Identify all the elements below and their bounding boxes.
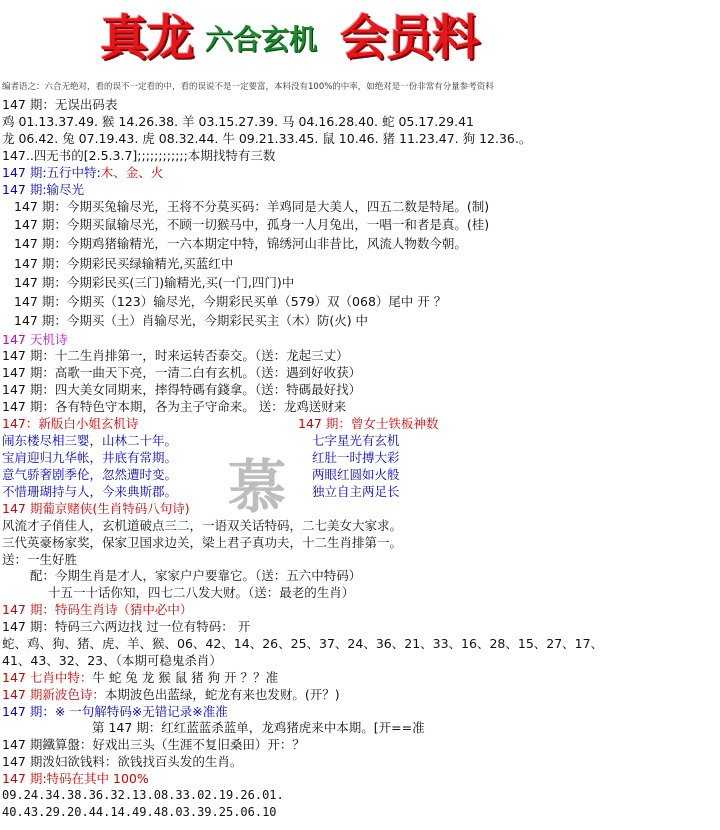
bose-label: 147 期新波色诗： [2,687,105,702]
disclaimer-text: 编者语之：六合无绝对，看的误不一定看的中，看的误说不是一定要富，本料没有100%的中率，如绝对是一份非常有分量参考资料 [2,82,494,92]
pujing-pair: 配：今期生肖是才人，家家户户要靠它。（送：五六中特码） [30,568,362,583]
header-banner [0,0,720,78]
qixiao-value: 牛 蛇 兔 龙 猴 鼠 猪 狗 开 ？？准 [92,670,279,685]
shuying-line: 147 期：今期买鼠输尽光，不顾一切猴马中，孤身一人月兔出，一唱一和者是真。(桂) [14,217,490,232]
texiao-title: 147 期：特码生肖诗（猜中必中） [2,602,193,617]
pujing-title: 147 期葡京赌侠(生肖特码八句诗) [2,501,190,516]
zeng-line: 七字星光有玄机 [312,433,400,448]
bose-line [2,686,340,703]
wuxing-label: 147 期:五行中特: [2,165,101,180]
final-numbers-1: 09.24.34.38.36.32.13.08.33.02.19.26.01. [2,788,284,802]
qixiao-line [2,669,278,686]
tianji-line: 147 期：高歌一曲天下亮，一清二白有玄机。（送：遇到好收获） [2,365,362,380]
tianji-line: 147 期：十二生肖排第一，时来运转否泰交。（送：龙起三丈） [2,348,349,363]
pujing-line: 三代英豪杨家奖，保家卫国求边关，梁上君子真功夫，十二生肖排第一。 [2,535,403,550]
texiao-numbers-2: 41、43、32、23、（本期可稳鬼杀肖） [2,653,222,668]
shuying-line: 147 期：今期鸡猪输精光，一六本期定中特，锦绣河山非昔比，风流人物数今朝。 [14,236,467,251]
table-title: 147 期：无误出码表 [2,97,118,112]
shuying-line: 147 期：今期买（土）肖输尽光，今期彩民买主（木）防(火) 中 [14,313,369,328]
zeng-title: 147 期：曾女士铁板神数 [298,416,439,431]
watermark: 慕 [228,453,287,521]
tianji-line: 147 期：各有特色守本期，各为主子守命来。 送：龙鸡送财来 [2,399,347,414]
tiesuan-line [2,736,305,753]
bailang-line: 闹东楼尽相三婴，山林二十年。 [2,433,178,448]
banner-title-part1: 真龙 [100,10,193,66]
texiao-line: 147 期：特码三六两边找 过一位有特码： 开 [2,619,251,634]
tianji-title: 147 天机诗 [2,332,68,347]
zeng-line: 独立自主两足长 [312,484,400,499]
zodiac-row-2: 龙 06.42. 兔 07.19.43. 虎 08.32.44. 牛 09.21.33.45. 鼠 10.46. 猪 11.23.47. 狗 12.36.。 [2,131,532,146]
shuying-line: 147 期：今期买兔输尽光，王将不分莫买码：羊鸡同是大美人，四五二数是特尾。(制) [14,199,490,214]
yiju-detail: 第 147 期：红红蓝蓝杀蓝单，龙鸡猪虎来中本期。[开==准 [92,720,425,735]
wuxing-value: 木、金、火 [100,165,164,180]
bailang-line: 不惜珊瑚持与人，今来典斯郡。 [2,484,178,499]
zeng-line: 两眼红圆如火般 [312,467,400,482]
banner-title-part3: 会员料 [340,10,479,66]
banner-title-part2: 六合玄机 [205,23,318,56]
shuying-line: 147 期：今期彩民买(三门)输精光,买(一门,四门)中 [14,275,295,290]
pujing-send: 送：一生好胜 [2,552,78,567]
shuying-line: 147 期：今期彩民买绿输精光,买蓝红中 [14,256,234,271]
bailang-line: 宝肩迎归九华帐，井底有常期。 [2,450,178,465]
texiao-numbers-1: 蛇、鸡、狗、猪、虎、羊、猴、06、42、14、26、25、37、24、36、21、33、16、28、15、27、17、 [2,636,604,651]
four-none-line: 147..四无书的[2.5.3.7];;;;;;;;;;;;本期找特有三数 [2,148,276,163]
tianji-line: 147 期：四大美女同期来，摔得特碼有錢拿。（送：特碼最好找） [2,382,362,397]
pofu-line: 147 期泼妇欲钱料：欲钱找百头发的生肖。 [2,754,243,769]
shuying-title: 147 期:输尽光 [2,182,85,197]
zeng-line: 红肚一时搏大彩 [312,450,400,465]
tiesuan-label: 147 期鐵算盤： [2,737,93,752]
bailang-line: 意气骄奢剧季伦，忽然遭时变。 [2,467,178,482]
wuxing-line [2,164,163,181]
tiesuan-value: 好戏出三头（生涯不复旧桑田）开：？ [92,737,305,752]
bailang-title: 147：新版白小姐玄机诗 [2,416,139,431]
shuying-line: 147 期：今期买（123）输尽光，今期彩民买单（579）双（068）尾中 开 ？ [14,294,447,309]
yiju-title: 147 期：※ 一句解特码※无错记录※准准 [2,704,228,719]
pujing-last: 十五一十话你知，四七二八发大财。（送：最老的生肖） [48,585,355,600]
zodiac-row-1: 鸡 01.13.37.49. 猴 14.26.38. 羊 03.15.27.39. 马 04.16.28.40. 蛇 05.17.29.41 [2,114,474,129]
qixiao-label: 147 七肖中特： [2,670,93,685]
final-numbers-2: 40.43.29.20.44.14.49.48.03.39.25.06.10 [2,805,277,819]
pujing-line: 风流才子俏佳人，玄机道破点三二，一语双关话特码，二七美女大家求。 [2,518,403,533]
bose-value: 本期波色出蓝绿，蛇龙有来也发财。(开？) [104,687,340,702]
final-title: 147 期:特码在其中 100% [2,771,149,786]
